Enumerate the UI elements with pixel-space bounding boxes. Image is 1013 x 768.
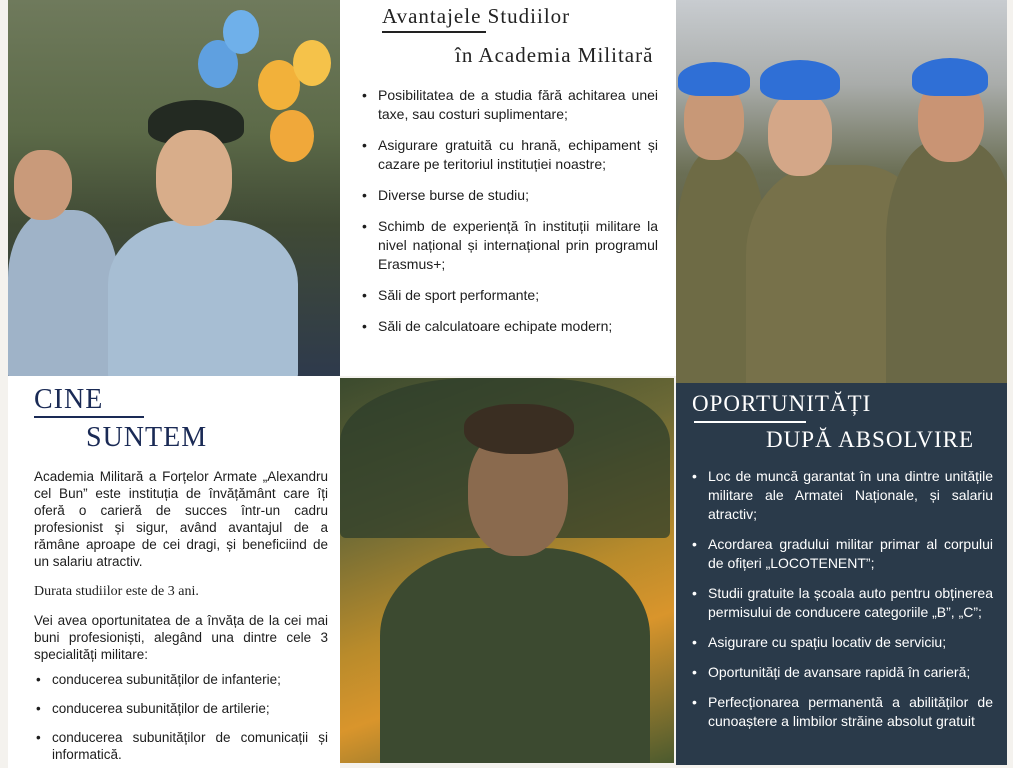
list-item: • Asigurare gratuită cu hrană, echipament și cazare pe teritoriul instituției noastre; bbox=[362, 137, 658, 172]
photo-soldiers-blue-berets bbox=[676, 0, 1007, 383]
who-title-line2: SUNTEM bbox=[86, 422, 208, 453]
bullet-icon: • bbox=[36, 672, 41, 687]
list-item: • conducerea subunităților de artilerie; bbox=[36, 701, 270, 716]
opportunities-title-line2: DUPĂ ABSOLVIRE bbox=[766, 427, 975, 452]
who-intro-text: Academia Militară a Forțelor Armate „Alexandru cel Bun” este instituția de învățământ care îți oferă o carieră de succes într-un cadru profesionist și sigur, având avantajul de a rămâne aproape de cei dragi, și beneficiind de un salariu atractiv. bbox=[34, 469, 328, 569]
bullet-icon: • bbox=[692, 468, 697, 484]
bullet-icon: • bbox=[36, 701, 41, 716]
bullet-icon: • bbox=[692, 634, 697, 650]
who-we-are-panel bbox=[8, 376, 340, 768]
list-item: • Schimb de experiență în instituții militare la nivel național și internațional prin programul Erasmus+; bbox=[362, 218, 658, 272]
bullet-icon: • bbox=[692, 536, 697, 552]
cadet-face bbox=[14, 150, 72, 220]
title-underline bbox=[382, 31, 486, 33]
bullet-icon: • bbox=[362, 218, 367, 234]
list-item: • Perfecționarea permanentă a abilităților de cunoaștere a limbilor străine absolut gratuit bbox=[692, 694, 993, 729]
photo-cadets-with-balloons bbox=[8, 0, 340, 376]
list-item: • conducerea subunităților de infanterie; bbox=[36, 672, 281, 687]
opportunities-panel bbox=[676, 383, 1007, 765]
title-underline bbox=[34, 416, 144, 418]
bullet-icon: • bbox=[362, 287, 367, 303]
advantages-title-line2: în Academia Militară bbox=[455, 43, 654, 67]
opportunities-title-line1: OPORTUNITĂȚI bbox=[692, 391, 872, 416]
opportunities-list bbox=[690, 467, 993, 731]
specialties-intro: Vei avea oportunitatea de a învăța de la cei mai buni profesioniști, alegând una dintre cele 3 specialități militare: bbox=[34, 613, 328, 662]
study-duration: Durata studiilor este de 3 ani. bbox=[34, 584, 199, 599]
bullet-icon: • bbox=[692, 694, 697, 710]
balloon-yellow bbox=[293, 40, 331, 86]
bullet-icon: • bbox=[36, 730, 41, 745]
advantages-list bbox=[360, 86, 658, 336]
bullet-icon: • bbox=[362, 318, 367, 334]
advantages-panel bbox=[340, 0, 676, 376]
list-item: • conducerea subunităților de comunicații și informatică. bbox=[36, 730, 328, 762]
specialties-list bbox=[34, 671, 328, 763]
soldier-figure bbox=[886, 140, 1007, 383]
list-item: • Săli de sport performante; bbox=[362, 287, 540, 303]
bullet-icon: • bbox=[692, 664, 697, 680]
photo-camouflage-soldier bbox=[340, 378, 674, 763]
blue-beret bbox=[912, 58, 988, 96]
list-item: • Oportunități de avansare rapidă în carieră; bbox=[692, 664, 971, 680]
list-item: • Acordarea gradului militar primar al corpului de ofițeri „LOCOTENENT”; bbox=[692, 536, 993, 571]
advantages-title-line1: Avantajele Studiilor bbox=[382, 4, 571, 28]
title-underline bbox=[694, 421, 806, 423]
blue-beret bbox=[678, 62, 750, 96]
soldier-face bbox=[768, 92, 832, 176]
who-title-line1: CINE bbox=[34, 384, 104, 415]
cadet-face bbox=[156, 130, 232, 226]
cadet-figure bbox=[8, 210, 118, 376]
list-item: • Diverse burse de studiu; bbox=[362, 187, 529, 203]
list-item: • Studii gratuite la școala auto pentru obținerea permisului de conducere categoriile „B”, „C”; bbox=[692, 585, 993, 620]
bullet-icon: • bbox=[692, 585, 697, 601]
balloon-blue bbox=[223, 10, 259, 54]
blue-beret bbox=[760, 60, 840, 100]
list-item: • Săli de calculatoare echipate modern; bbox=[362, 318, 613, 334]
bullet-icon: • bbox=[362, 137, 367, 153]
balloon-orange bbox=[270, 110, 314, 162]
hair bbox=[464, 404, 574, 454]
list-item: • Posibilitatea de a studia fără achitarea unei taxe, sau costuri suplimentare; bbox=[362, 87, 658, 122]
soldier-uniform bbox=[380, 548, 650, 763]
list-item: • Asigurare cu spațiu locativ de serviciu; bbox=[692, 634, 947, 650]
list-item: • Loc de muncă garantat în una dintre unitățile militare ale Armatei Naționale, și salariu atractiv; bbox=[692, 468, 993, 522]
cadet-figure-female bbox=[108, 220, 298, 376]
bullet-icon: • bbox=[362, 87, 367, 103]
bullet-icon: • bbox=[362, 187, 367, 203]
